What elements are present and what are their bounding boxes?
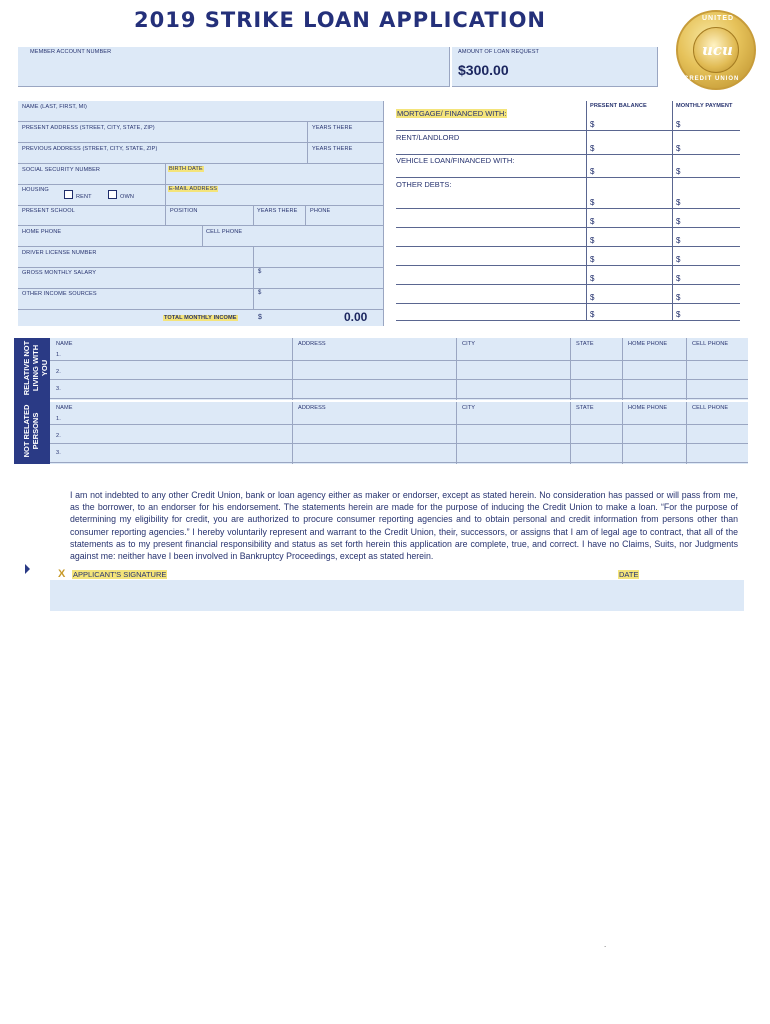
reference-column-divider bbox=[292, 338, 293, 400]
drivers-license-label: DRIVER LICENSE NUMBER bbox=[22, 250, 97, 256]
total-income-dollar: $ bbox=[258, 314, 262, 321]
reference-row-line[interactable] bbox=[50, 398, 748, 399]
financial-row-line[interactable] bbox=[396, 154, 740, 155]
monthly-payment-header: MONTHLY PAYMENT bbox=[676, 103, 733, 109]
applicant-signature-label: APPLICANT'S SIGNATURE bbox=[73, 570, 167, 579]
financial-row-line[interactable] bbox=[396, 303, 740, 304]
mortgage-label: MORTGAGE/ FINANCED WITH: bbox=[397, 109, 507, 118]
reference-row-line[interactable] bbox=[50, 443, 748, 444]
reference-column-divider bbox=[622, 338, 623, 400]
reference-column-divider bbox=[570, 402, 571, 464]
seal-bottom-text: CREDIT UNION bbox=[684, 76, 740, 82]
drivers-license-extra[interactable] bbox=[254, 247, 384, 268]
loan-info-header: I. LOAN INFORMATION bbox=[275, 37, 401, 46]
x-mark-icon: X bbox=[58, 568, 66, 580]
balance-dollar: $ bbox=[590, 310, 595, 319]
payment-dollar: $ bbox=[676, 144, 681, 153]
rent-label: RENT bbox=[76, 194, 92, 200]
gross-salary-amount[interactable] bbox=[254, 268, 384, 289]
reference-column-divider bbox=[686, 402, 687, 464]
balance-dollar: $ bbox=[590, 198, 595, 207]
own-checkbox[interactable] bbox=[108, 190, 117, 199]
housing-label: HOUSING bbox=[22, 187, 49, 193]
birth-date-label: BIRTH DATE bbox=[169, 166, 203, 172]
relative-references-table[interactable] bbox=[50, 338, 748, 400]
gross-salary-label: GROSS MONTHLY SALARY bbox=[22, 270, 97, 276]
footer-mark: . bbox=[604, 940, 607, 949]
payment-dollar: $ bbox=[676, 274, 681, 283]
financial-row-line[interactable] bbox=[396, 227, 740, 228]
loan-amount-value: $300.00 bbox=[458, 62, 509, 78]
reference-column-divider bbox=[622, 402, 623, 464]
seal-emblem bbox=[693, 27, 739, 73]
reference-row-number: 1. bbox=[56, 352, 61, 358]
balance-dollar: $ bbox=[590, 167, 595, 176]
present-school-label: PRESENT SCHOOL bbox=[22, 208, 75, 214]
reference-column-divider bbox=[292, 402, 293, 464]
reference-row-number: 3. bbox=[56, 386, 61, 392]
school-phone-label: PHONE bbox=[310, 208, 331, 214]
financial-row-line[interactable] bbox=[396, 320, 740, 321]
reference-row-line[interactable] bbox=[50, 462, 748, 463]
name-label: NAME (LAST, FIRST, MI) bbox=[22, 104, 87, 110]
financial-row-line[interactable] bbox=[396, 130, 740, 131]
financial-row-line[interactable] bbox=[396, 246, 740, 247]
credit-union-seal-logo bbox=[676, 10, 756, 90]
reference-row-number: 1. bbox=[56, 416, 61, 422]
present-address-label: PRESENT ADDRESS (STREET, CITY, STATE, ZIP) bbox=[22, 125, 155, 131]
form-title: 2019 STRIKE LOAN APPLICATION bbox=[133, 8, 546, 32]
balance-dollar: $ bbox=[590, 236, 595, 245]
payment-dollar: $ bbox=[676, 255, 681, 264]
home-phone-label: HOME PHONE bbox=[22, 229, 62, 235]
total-income-value: 0.00 bbox=[344, 310, 368, 324]
cell-phone-label: CELL PHONE bbox=[206, 229, 243, 235]
reference-column-header: ADDRESS bbox=[298, 405, 326, 411]
ssn-label: SOCIAL SECURITY NUMBER bbox=[22, 167, 101, 173]
gross-salary-dollar: $ bbox=[258, 269, 262, 275]
loan-amount-label: AMOUNT OF LOAN REQUEST bbox=[458, 49, 540, 55]
payment-dollar: $ bbox=[676, 120, 681, 129]
seal-mark: ucu bbox=[702, 41, 733, 59]
present-years-label: YEARS THERE bbox=[312, 125, 353, 131]
signature-tab-line2: REQUIRED bbox=[32, 499, 47, 575]
financial-column-divider bbox=[586, 101, 587, 321]
own-label: OWN bbox=[120, 194, 134, 200]
reference-row-line[interactable] bbox=[50, 424, 748, 425]
balance-dollar: $ bbox=[590, 144, 595, 153]
reference-column-header: ADDRESS bbox=[298, 341, 326, 347]
reference-column-header: NAME bbox=[56, 405, 73, 411]
rent-landlord-label: RENT/LANDLORD bbox=[396, 133, 460, 142]
reference-row-number: 2. bbox=[56, 433, 61, 439]
reference-row-line[interactable] bbox=[50, 360, 748, 361]
other-income-label: OTHER INCOME SOURCES bbox=[22, 291, 97, 297]
member-account-label: MEMBER ACCOUNT NUMBER bbox=[30, 49, 112, 55]
previous-years-label: YEARS THERE bbox=[312, 146, 353, 152]
not-related-tab-label: NOT RELATED PERSONS bbox=[22, 404, 40, 458]
payment-dollar: $ bbox=[676, 293, 681, 302]
references-divider bbox=[50, 400, 748, 402]
signature-tab-line1: SIGNATURE bbox=[19, 499, 34, 583]
not-related-references-table[interactable] bbox=[50, 402, 748, 464]
reference-column-header: HOME PHONE bbox=[628, 405, 668, 411]
reference-column-header: STATE bbox=[576, 341, 594, 347]
date-label: DATE bbox=[619, 570, 639, 579]
reference-column-header: HOME PHONE bbox=[628, 341, 668, 347]
school-years-label: YEARS THERE bbox=[257, 208, 298, 214]
reference-row-number: 3. bbox=[56, 450, 61, 456]
relative-tab-text bbox=[22, 338, 49, 398]
payment-dollar: $ bbox=[676, 167, 681, 176]
reference-column-header: NAME bbox=[56, 341, 73, 347]
references-header: IV. REFERENCES bbox=[334, 328, 428, 337]
financial-column-divider bbox=[672, 101, 673, 321]
applicant-header: II. MEMBER APPLICANT bbox=[122, 92, 256, 101]
seal-top-text: UNITED bbox=[702, 15, 735, 22]
reference-row-number: 2. bbox=[56, 369, 61, 375]
present-balance-header: PRESENT BALANCE bbox=[590, 103, 647, 109]
financial-row-line[interactable] bbox=[396, 177, 740, 178]
position-label: POSITION bbox=[170, 208, 198, 214]
payment-dollar: $ bbox=[676, 310, 681, 319]
references-bottom bbox=[14, 464, 748, 467]
payment-dollar: $ bbox=[676, 217, 681, 226]
reference-column-divider bbox=[686, 338, 687, 400]
arrow-notch bbox=[25, 564, 30, 574]
relative-tab-label: RELATIVE NOT LIVING WITH YOU bbox=[22, 340, 49, 396]
balance-dollar: $ bbox=[590, 255, 595, 264]
reference-column-header: CITY bbox=[462, 341, 476, 347]
total-income-label: TOTAL MONTHLY INCOME bbox=[164, 315, 237, 321]
legal-disclaimer: I am not indebted to any other Credit Union, bank or loan agency either as maker or endorser, except as stated herein. No consideration has passed or will pass from me, as the borrower, to an endorser for his endorsement. The statements herein are made for the purpose of inducing the Credit Union to make a loan. “For the purpose of determining my eligibility for credit, you are authorized to procure consumer reporting agencies and to obtain personal and credit information from persons other than consumer reporting agencies.” I hereby voluntarily represent and warrant to the Credit Union, their, successors, or assigns that I am of legal age to contract, that all of the statements as to my present financial responsibility and status as set forth herein this application are complete, true, and correct. I have no Claims, Suits, nor Judgments against me: neither have I been involved in Bankruptcy Proceedings, except as stated herein. bbox=[70, 490, 738, 562]
previous-address-label: PREVIOUS ADDRESS (STREET, CITY, STATE, ZIP) bbox=[22, 146, 158, 152]
payment-dollar: $ bbox=[676, 236, 681, 245]
other-debts-label: OTHER DEBTS: bbox=[396, 180, 452, 189]
financial-row-line[interactable] bbox=[396, 265, 740, 266]
rent-checkbox[interactable] bbox=[64, 190, 73, 199]
other-income-amount[interactable] bbox=[254, 289, 384, 310]
signature-input-area[interactable] bbox=[50, 580, 744, 611]
other-income-dollar: $ bbox=[258, 290, 262, 296]
not-related-tab-text bbox=[22, 400, 40, 462]
reference-column-header: STATE bbox=[576, 405, 594, 411]
reference-column-divider bbox=[456, 402, 457, 464]
balance-dollar: $ bbox=[590, 217, 595, 226]
reference-column-divider bbox=[456, 338, 457, 400]
payment-dollar: $ bbox=[676, 198, 681, 207]
financial-row-line[interactable] bbox=[396, 208, 740, 209]
vehicle-loan-label: VEHICLE LOAN/FINANCED WITH: bbox=[396, 156, 515, 165]
financial-row-line[interactable] bbox=[396, 284, 740, 285]
reference-row-line[interactable] bbox=[50, 379, 748, 380]
reference-column-header: CELL PHONE bbox=[692, 341, 729, 347]
reference-column-header: CELL PHONE bbox=[692, 405, 729, 411]
email-label: E-MAIL ADDRESS bbox=[169, 186, 218, 192]
balance-dollar: $ bbox=[590, 293, 595, 302]
reference-column-header: CITY bbox=[462, 405, 476, 411]
reference-column-divider bbox=[570, 338, 571, 400]
balance-dollar: $ bbox=[590, 274, 595, 283]
financial-header: III. MEMBER FINANCIAL INFORMATION bbox=[462, 91, 678, 100]
balance-dollar: $ bbox=[590, 120, 595, 129]
